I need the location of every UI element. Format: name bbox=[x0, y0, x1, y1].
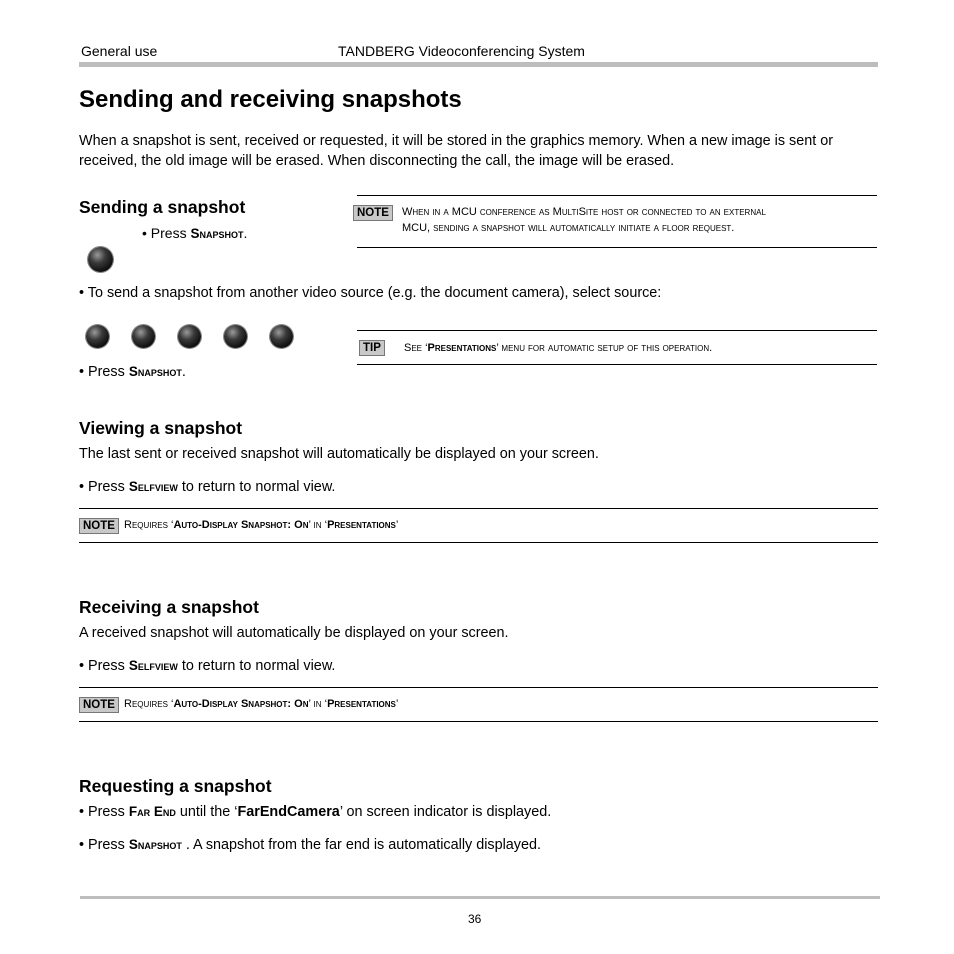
viewing-note-label: NOTE bbox=[79, 518, 119, 534]
page-title: Sending and receiving snapshots bbox=[79, 86, 462, 113]
sending-press-line-2: • Press Snapshot. bbox=[79, 364, 186, 380]
tip-label: TIP bbox=[359, 340, 385, 356]
receiving-press-line: • Press Selfview to return to normal view. bbox=[79, 658, 336, 674]
viewing-press-line: • Press Selfview to return to normal view. bbox=[79, 479, 336, 495]
heading-requesting: Requesting a snapshot bbox=[79, 776, 272, 796]
tip-text: See ‘Presentations’ menu for automatic setup of this operation. bbox=[404, 342, 713, 354]
receiving-text: A received snapshot will automatically be displayed on your screen. bbox=[79, 625, 509, 641]
viewing-text: The last sent or received snapshot will automatically be displayed on your screen. bbox=[79, 446, 599, 462]
header-product: TANDBERG Videoconferencing System bbox=[338, 43, 585, 59]
heading-sending: Sending a snapshot bbox=[79, 197, 246, 217]
source-button-icon bbox=[86, 325, 109, 348]
source-button-icon bbox=[132, 325, 155, 348]
intro-paragraph: When a snapshot is sent, received or requested, it will be stored in the graphics memory. When a new image is sent or received, the old image will be erased. When disconnecting the call, the image will be erased. bbox=[79, 133, 834, 169]
receiving-note-bottom-rule bbox=[79, 721, 878, 722]
snapshot-key: Snapshot bbox=[128, 837, 182, 852]
viewing-note-bottom-rule bbox=[79, 542, 878, 543]
header-section: General use bbox=[81, 43, 158, 59]
bullet-other-source: • To send a snapshot from another video source (e.g. the document camera), select source: bbox=[79, 285, 662, 301]
snapshot-button-icon bbox=[88, 247, 113, 272]
viewing-note-top-rule bbox=[79, 508, 878, 509]
source-button-icon bbox=[270, 325, 293, 348]
tip-bottom-rule bbox=[357, 364, 877, 365]
source-button-icon bbox=[224, 325, 247, 348]
source-button-icon bbox=[178, 325, 201, 348]
header-rule bbox=[79, 62, 878, 67]
footer-rule bbox=[80, 896, 880, 899]
receiving-note-top-rule bbox=[79, 687, 878, 688]
receiving-note-label: NOTE bbox=[79, 697, 119, 713]
note-bottom-rule bbox=[357, 247, 877, 248]
page-number: 36 bbox=[468, 912, 482, 926]
selfview-key: Selfview bbox=[128, 658, 178, 673]
note-text-sending: When in a MCU conference as MultiSite host or connected to an external MCU, sending a snapshot will automatically initiate a floor request. bbox=[402, 206, 766, 234]
requesting-bullet-2: • Press Snapshot . A snapshot from the far end is automatically displayed. bbox=[79, 837, 542, 853]
note-label: NOTE bbox=[353, 205, 393, 221]
sending-press-line: • Press Snapshot. bbox=[142, 225, 248, 241]
selfview-key: Selfview bbox=[128, 479, 178, 494]
heading-receiving: Receiving a snapshot bbox=[79, 597, 259, 617]
far-end-key: Far End bbox=[128, 804, 176, 819]
requesting-bullet-1: • Press Far End until the ‘FarEndCamera’ on screen indicator is displayed. bbox=[79, 804, 552, 820]
tip-top-rule bbox=[357, 330, 877, 331]
snapshot-key: Snapshot bbox=[190, 226, 244, 241]
receiving-note-text: Requires ‘Auto-Display Snapshot: On’ in ‘Presentations’ bbox=[124, 698, 399, 710]
snapshot-key: Snapshot bbox=[128, 364, 182, 379]
viewing-note-text: Requires ‘Auto-Display Snapshot: On’ in ‘Presentations’ bbox=[124, 519, 399, 531]
note-top-rule bbox=[357, 195, 877, 196]
heading-viewing: Viewing a snapshot bbox=[79, 418, 243, 438]
